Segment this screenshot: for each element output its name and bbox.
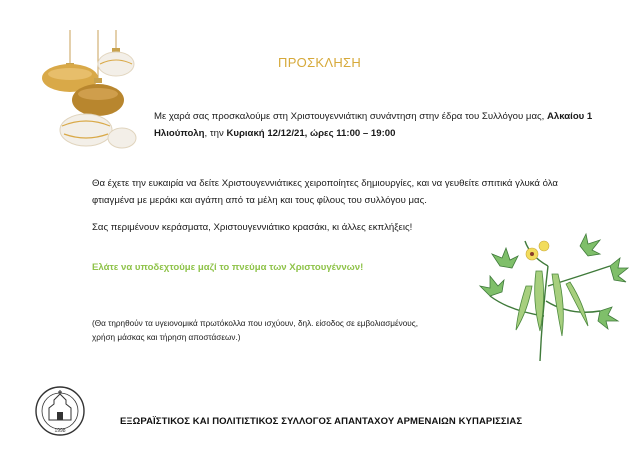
- intro-connector: , την: [204, 128, 227, 139]
- address-text: Αλκαίου 1 Ηλιούπολη: [154, 111, 593, 139]
- highlight-message: Ελάτε να υποδεχτούμε μαζί το πνεύμα των Χριστουγέννων!: [92, 262, 364, 273]
- health-protocol-note: (Θα τηρηθούν τα υγειονομικά πρωτόκολλα που ισχύουν, δηλ. είσοδος σε εμβολιασμένους, χρήση μάσκας και τήρηση αποστάσεων.): [92, 319, 418, 342]
- details-paragraph: Θα έχετε την ευκαιρία να δείτε Χριστουγεννιάτικες χειροποίητες δημιουργίες, και να γευθείτε σπιτικά γλυκά όλα φτιαγμένα με μεράκι και αγάπη από τα μέλη και τους φίλους του συλλόγου μας.: [92, 178, 558, 206]
- okra-plant-icon: [470, 226, 630, 366]
- organization-name: ΕΞΩΡΑΪΣΤΙΚΟΣ ΚΑΙ ΠΟΛΙΤΙΣΤΙΚΟΣ ΣΥΛΛΟΓΟΣ ΑΠΑΝΤΑΧΟΥ ΑΡΜΕΝΑΙΩΝ ΚΥΠΑΡΙΣΣΙΑΣ: [120, 416, 523, 427]
- intro-text: Με χαρά σας προσκαλούμε στη Χριστουγεννιάτικη συνάντηση στην έδρα του Συλλόγου μας,: [154, 111, 547, 122]
- seal-year: 1998: [54, 428, 66, 434]
- date-time-text: Κυριακή 12/12/21, ώρες 11:00 – 19:00: [226, 128, 396, 139]
- page-title: ΠΡΟΣΚΛΗΣΗ: [278, 55, 362, 70]
- intro-paragraph: [154, 108, 594, 142]
- treats-paragraph: Σας περιμένουν κεράσματα, Χριστουγεννιάτικο κρασάκι, κι άλλες εκπλήξεις!: [92, 222, 413, 233]
- christmas-ornaments-icon: [30, 30, 140, 150]
- association-seal-logo: [34, 384, 86, 438]
